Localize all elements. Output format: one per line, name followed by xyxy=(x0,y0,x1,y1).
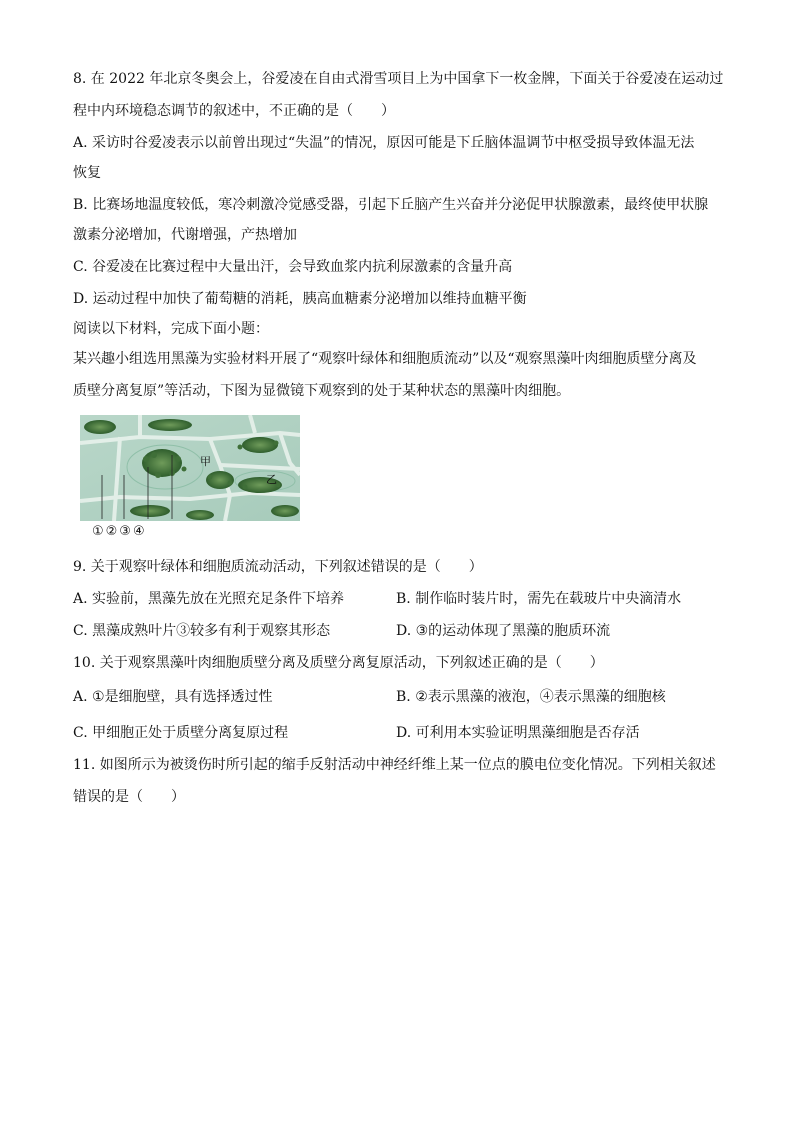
q9-option-a: A. 实验前，黑藻先放在光照充足条件下培养 xyxy=(73,591,345,607)
q9-option-b: B. 制作临时装片时，需先在载玻片中央滴清水 xyxy=(396,591,682,607)
q11-stem-line1: 11. 如图所示为被烫伤时所引起的缩手反射活动中神经纤维上某一位点的膜电位变化情况。下列相关叙述 xyxy=(73,757,716,773)
q10-option-c: C. 甲细胞正处于质壁分离复原过程 xyxy=(73,725,289,741)
q8-option-b-line2: 激素分泌增加，代谢增强，产热增加 xyxy=(73,227,297,243)
reading-material-line1: 某兴趣小组选用黑藻为实验材料开展了“观察叶绿体和细胞质流动”以及“观察黑藻叶肉细胞质壁分离及 xyxy=(73,351,697,367)
q9-stem: 9. 关于观察叶绿体和细胞质流动活动，下列叙述错误的是（ ） xyxy=(73,559,483,575)
label-jia: 甲 xyxy=(200,455,211,468)
q9-option-d: D. ③的运动体现了黑藻的胞质环流 xyxy=(396,623,611,639)
micrograph-figure xyxy=(80,415,300,521)
q10-option-a: A. ①是细胞壁，具有选择透过性 xyxy=(73,689,273,705)
q8-option-b-line1: B. 比赛场地温度较低，寒冷刺激冷觉感受器，引起下丘脑产生兴奋并分泌促甲状腺激素，最终使甲状腺 xyxy=(73,197,709,213)
q8-stem-line2: 程中内环境稳态调节的叙述中，不正确的是（ ） xyxy=(73,103,395,119)
reading-material-line2: 质壁分离复原”等活动，下图为显微镜下观察到的处于某种状态的黑藻叶肉细胞。 xyxy=(73,383,571,399)
figure-markers: ①②③④ xyxy=(92,524,147,539)
q10-option-d: D. 可利用本实验证明黑藻细胞是否存活 xyxy=(396,725,640,741)
label-yi: 乙 xyxy=(266,473,277,486)
q11-stem-line2: 错误的是（ ） xyxy=(73,789,185,805)
q8-stem-line1: 8. 在 2022 年北京冬奥会上，谷爱凌在自由式滑雪项目上为中国拿下一枚金牌，下面关于谷爱凌在运动过 xyxy=(73,71,724,87)
q8-option-d: D. 运动过程中加快了葡萄糖的消耗，胰高血糖素分泌增加以维持血糖平衡 xyxy=(73,291,527,307)
q9-option-c: C. 黑藻成熟叶片③较多有利于观察其形态 xyxy=(73,623,331,639)
q8-option-a-line2: 恢复 xyxy=(73,165,101,181)
q8-option-a-line1: A. 采访时谷爱凌表示以前曾出现过“失温”的情况，原因可能是下丘脑体温调节中枢受损导致体温无法 xyxy=(73,135,695,151)
q10-option-b: B. ②表示黑藻的液泡，④表示黑藻的细胞核 xyxy=(396,689,666,705)
q8-option-c: C. 谷爱凌在比赛过程中大量出汗，会导致血浆内抗利尿激素的含量升高 xyxy=(73,259,513,275)
reading-intro: 阅读以下材料，完成下面小题： xyxy=(73,321,269,337)
q10-stem: 10. 关于观察黑藻叶肉细胞质壁分离及质壁分离复原活动，下列叙述正确的是（ ） xyxy=(73,655,604,671)
